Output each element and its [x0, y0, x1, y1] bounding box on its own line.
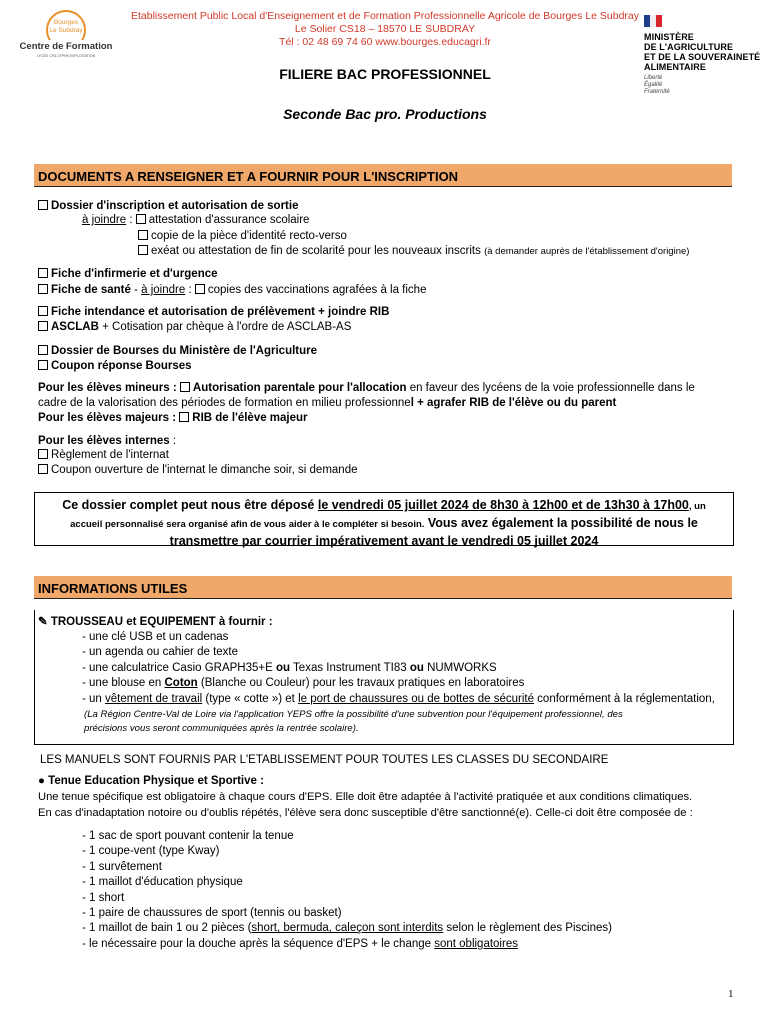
bullet-icon: ● — [38, 775, 49, 787]
checkbox-icon — [38, 268, 48, 278]
internes-line: Pour les élèves internes : — [38, 435, 177, 447]
item-coupon-bourses: Coupon réponse Bourses — [38, 359, 192, 373]
section-documents-header — [34, 164, 732, 187]
eps-item: - 1 survêtement — [82, 861, 162, 873]
mineurs-line-1: Pour les élèves mineurs : Autorisation parentale pour l'allocation en faveur des lycéens de la voie professionnelle dans le — [38, 382, 695, 394]
notice-line-1: Ce dossier complet peut nous être déposé le vendredi 05 juillet 2024 de 8h30 à 12h00 et de 13h30 à 17h00, un — [62, 498, 706, 512]
eps-item-douche: - le nécessaire pour la douche après la séquence d'EPS + le change sont obligatoires — [82, 938, 518, 950]
trousseau-item-usb: - une clé USB et un cadenas — [82, 631, 229, 643]
checkbox-icon — [179, 412, 189, 422]
logo-brand: Centre de Formation — [20, 41, 112, 52]
trousseau-item-agenda: - un agenda ou cahier de texte — [82, 646, 239, 658]
trousseau-item-blouse: - une blouse en Coton (Blanche ou Couleur) pour les travaux pratiques en laboratoires — [82, 677, 525, 689]
internes-item-2: Coupon ouverture de l'internat le dimanche soir, si demande — [38, 463, 358, 477]
checkbox-icon — [38, 464, 48, 474]
eps-paragraph-1: Une tenue spécifique est obligatoire à chaque cours d'EPS. Elle doit être adaptée à l'activité pratiquée et aux conditions climatiques. — [38, 791, 693, 803]
checkbox-icon — [138, 245, 148, 255]
section-info-title: INFORMATIONS UTILES — [38, 581, 188, 596]
eps-item: - 1 sac de sport pouvant contenir la tenue — [82, 830, 294, 842]
school-address — [120, 10, 650, 49]
checkbox-icon — [195, 284, 205, 294]
region-note-line-2: précisions vous seront communiquées après la rentrée scolaire). — [84, 723, 359, 734]
motto-liberte: Liberté — [644, 75, 663, 81]
logo-line2: Le Subdray — [49, 27, 83, 34]
ministry-line-1: MINISTÈRE — [644, 32, 694, 42]
mineurs-line-2: cadre de la valorisation des périodes de formation en milieu professionnel + agrafer RIB de l'élève ou du parent — [38, 397, 617, 409]
checkbox-icon — [38, 306, 48, 316]
checkbox-icon — [38, 321, 48, 331]
item-fiche-sante: Fiche de santé - à joindre : copies des vaccinations agrafées à la fiche — [38, 283, 426, 297]
checkbox-icon — [38, 345, 48, 355]
eps-item-maillot-bain: - 1 maillot de bain 1 ou 2 pièces (short, bermuda, caleçon sont interdits selon le règlement des Piscines) — [82, 922, 612, 934]
item-fiche-intendance: Fiche intendance et autorisation de prélèvement + joindre RIB — [38, 305, 389, 319]
ministry-logo — [644, 14, 764, 96]
address-line-1: Etablissement Public Local d'Enseignement et de Formation Professionnelle Agricole de Bourges Le Subdray — [130, 10, 640, 22]
trousseau-title: ✎ TROUSSEAU et EQUIPEMENT à fournir : — [38, 616, 273, 628]
item-asclab: ASCLAB + Cotisation par chèque à l'ordre de ASCLAB-AS — [38, 320, 351, 334]
marianne-icon — [644, 15, 664, 27]
trousseau-item-calculatrice: - une calculatrice Casio GRAPH35+E ou Texas Instrument TI83 ou NUMWORKS — [82, 662, 497, 674]
pen-icon: ✎ — [38, 616, 51, 628]
item-dossier-inscription: Dossier d'inscription et autorisation de sortie — [38, 199, 298, 213]
checkbox-icon — [38, 200, 48, 210]
address-line-3: Tél : 02 48 69 74 60 www.bourges.educagri.fr — [279, 36, 491, 48]
item-dossier-bourses: Dossier de Bourses du Ministère de l'Agriculture — [38, 344, 317, 358]
deposit-notice — [34, 492, 734, 546]
attachments-line-1: à joindre : attestation d'assurance scolaire — [82, 214, 310, 226]
eps-title: ● Tenue Education Physique et Sportive : — [38, 775, 264, 787]
trousseau-item-vetement: - un vêtement de travail (type « cotte ») et le port de chaussures ou de bottes de sécurité conformément à la réglementation, — [82, 693, 715, 705]
manuels-notice: LES MANUELS SONT FOURNIS PAR L'ETABLISSEMENT POUR TOUTES LES CLASSES DU SECONDAIRE — [40, 754, 609, 766]
section-info-header — [34, 576, 732, 599]
eps-item: - 1 short — [82, 892, 125, 904]
eps-item: - 1 paire de chaussures de sport (tennis ou basket) — [82, 907, 342, 919]
attachments-line-3: exéat ou attestation de fin de scolarité pour les nouveaux inscrits (à demander auprès de l'établissement d'origine) — [138, 244, 689, 259]
page-number: 1 — [728, 988, 734, 1000]
checkbox-icon — [38, 284, 48, 294]
checkbox-icon — [138, 230, 148, 240]
eps-item: - 1 coupe-vent (type Kway) — [82, 845, 220, 857]
checkbox-icon — [180, 382, 190, 392]
notice-line-3: transmettre par courrier impérativement avant le vendredi 05 juillet 2024 — [169, 534, 599, 548]
page-subtitle: Seconde Bac pro. Productions — [283, 106, 487, 122]
motto-fraternite: Fraternité — [644, 89, 670, 95]
eps-item: - 1 maillot d'éducation physique — [82, 876, 243, 888]
page-title: FILIERE BAC PROFESSIONNEL — [279, 66, 491, 82]
internes-item-1: Règlement de l'internat — [38, 448, 169, 462]
attachments-line-2: copie de la pièce d'identité recto-verso — [138, 229, 347, 243]
checkbox-icon — [38, 449, 48, 459]
ministry-line-2: DE L'AGRICULTURE — [644, 42, 734, 52]
item-fiche-infirmerie: Fiche d'infirmerie et d'urgence — [38, 267, 218, 281]
majeurs-line: Pour les élèves majeurs : RIB de l'élève majeur — [38, 412, 308, 424]
section-documents-title: DOCUMENTS A RENSEIGNER ET A FOURNIR POUR L'INSCRIPTION — [38, 169, 459, 184]
region-note-line-1: (La Région Centre-Val de Loire via l'application YEPS offre la possibilité d'une subvention pour l'équipement professionnel, des — [84, 709, 623, 720]
ministry-line-4: ALIMENTAIRE — [644, 62, 706, 72]
notice-line-2: accueil personnalisé sera organisé afin de vous aider à le compléter si besoin. Vous avez également la possibilité de nous le — [70, 516, 698, 530]
eps-paragraph-2: En cas d'inadaptation notoire ou d'oublis répétés, l'élève sera donc susceptible d'être sanctionné(e). Celle-ci doit être composée de : — [38, 807, 693, 819]
checkbox-icon — [38, 360, 48, 370]
address-line-2: Le Solier CS18 – 18570 LE SUBDRAY — [294, 23, 476, 35]
checkbox-icon — [136, 214, 146, 224]
ministry-line-3: ET DE LA SOUVERAINETÉ — [644, 52, 761, 62]
motto-egalite: Égalité — [644, 82, 663, 88]
logo-line1: Bourges — [53, 19, 79, 26]
logo-tagline: LYCÉE CFA CFPPA EXPLOITATION — [36, 54, 96, 58]
centre-formation-logo — [20, 10, 112, 68]
